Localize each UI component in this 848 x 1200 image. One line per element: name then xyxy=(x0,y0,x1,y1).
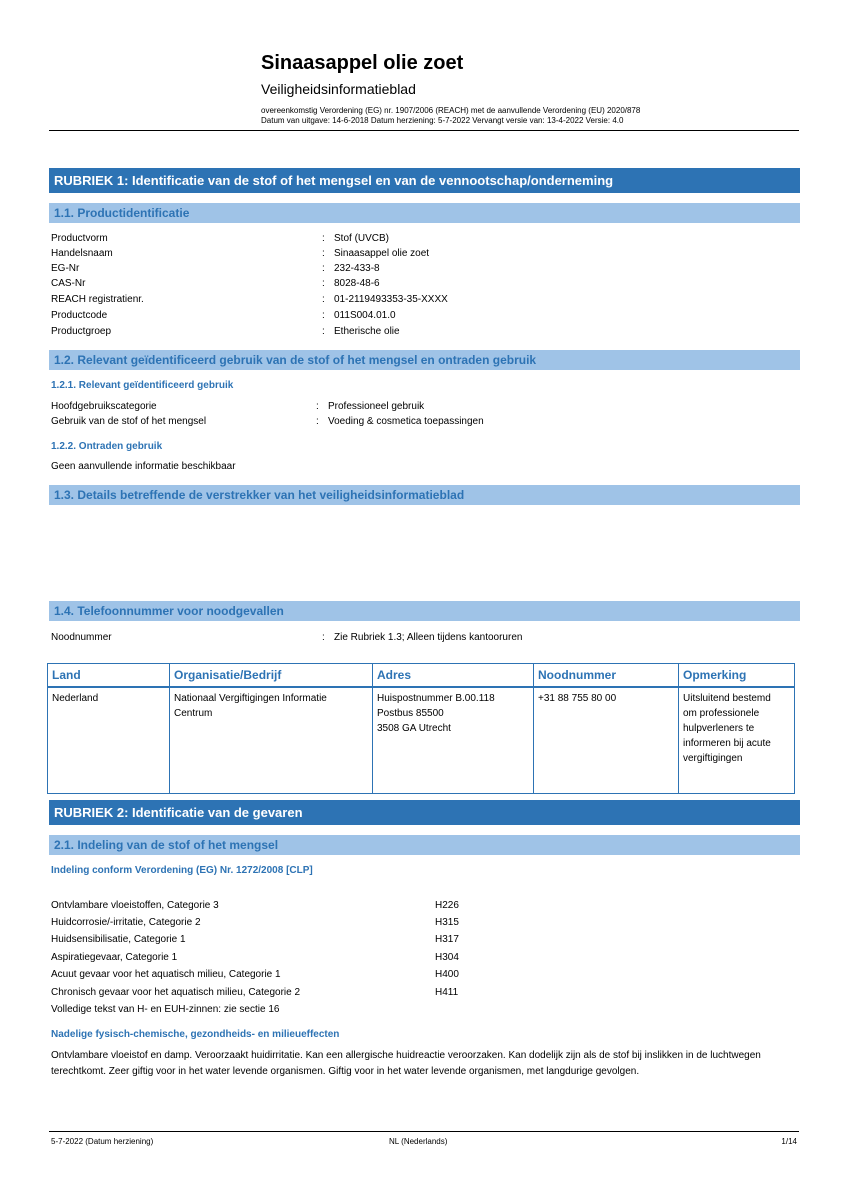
hazard-code: H411 xyxy=(435,987,459,998)
kv-row: EG-Nr : 232-433-8 xyxy=(51,263,380,274)
cell-adres: Huispostnummer B.00.118 Postbus 85500 3508 GA Utrecht xyxy=(373,687,534,794)
kv-row: Noodnummer : Zie Rubriek 1.3; Alleen tijdens kantooruren xyxy=(51,632,523,643)
kv-row: REACH registratienr. : 01-2119493353-35-XXXX xyxy=(51,294,448,305)
kv-value: Professioneel gebruik xyxy=(328,401,425,412)
kv-row: Productgroep : Etherische olie xyxy=(51,326,400,337)
kv-row: Productcode : 011S004.01.0 xyxy=(51,310,396,321)
hazard-code: H315 xyxy=(435,917,459,928)
section-1-2-1-title: 1.2.1. Relevant geïdentificeerd gebruik xyxy=(51,380,234,391)
section-1-4-header: 1.4. Telefoonnummer voor noodgevallen xyxy=(49,601,800,621)
footer-divider xyxy=(49,1131,799,1132)
kv-value: Stof (UVCB) xyxy=(334,233,390,244)
effects-paragraph: Ontvlambare vloeistof en damp. Veroorzaakt huidirritatie. Kan een allergische huidreactie veroorzaken. Kan dodelijk zijn als de stof bij inslikken in de luchtwegen terechtkomt. Zeer giftig voor in het water levende organismen. Giftig voor in het water levende organismen, met langdurige gevolgen. xyxy=(51,1050,761,1077)
hazard-text: Huidcorrosie/-irritatie, Categorie 2 xyxy=(51,917,201,928)
hazard-code: H317 xyxy=(435,934,459,945)
rubriek-1-header: RUBRIEK 1: Identificatie van de stof of het mengsel en van de vennootschap/onderneming xyxy=(49,168,800,193)
footer-revision-date: 5-7-2022 (Datum herziening) xyxy=(51,1137,154,1146)
kv-value: Voeding & cosmetica toepassingen xyxy=(328,416,484,427)
hazard-text: Ontvlambare vloeistoffen, Categorie 3 xyxy=(51,900,219,911)
hazard-row xyxy=(51,985,551,1000)
kv-row: Productvorm : Stof (UVCB) xyxy=(51,233,390,244)
header-divider xyxy=(49,130,799,131)
kv-value: Sinaasappel olie zoet xyxy=(334,248,430,259)
section-1-2-header: 1.2. Relevant geïdentificeerd gebruik van de stof of het mengsel en ontraden gebruik xyxy=(49,350,800,370)
section-1-1-header: 1.1. Productidentificatie xyxy=(49,203,800,223)
hazard-text: Acuut gevaar voor het aquatisch milieu, Categorie 1 xyxy=(51,969,281,980)
ontraden-gebruik-text: Geen aanvullende informatie beschikbaar xyxy=(51,461,236,472)
column-header-noodnummer: Noodnummer xyxy=(534,664,679,688)
cell-opmerking: Uitsluitend bestemd om professionele hulpverleners te informeren bij acute vergiftigingen xyxy=(679,687,795,794)
kv-key: REACH registratienr. xyxy=(51,294,144,305)
section-1-2-2-title: 1.2.2. Ontraden gebruik xyxy=(51,441,163,452)
kv-key: Productvorm xyxy=(51,233,108,244)
footer-page-number: 1/14 xyxy=(781,1137,797,1146)
kv-row: CAS-Nr : 8028-48-6 xyxy=(51,278,380,289)
cell-land: Nederland xyxy=(48,687,170,794)
column-header-opmerking: Opmerking xyxy=(679,664,795,688)
kv-key: Handelsnaam xyxy=(51,248,113,259)
document-dates: Datum van uitgave: 14-6-2018 Datum herziening: 5-7-2022 Vervangt versie van: 13-4-2022 Versie: 4.0 xyxy=(261,116,624,125)
kv-key: CAS-Nr xyxy=(51,278,86,289)
hazard-row xyxy=(51,932,551,947)
cell-noodnummer: +31 88 755 80 00 xyxy=(534,687,679,794)
kv-value: Etherische olie xyxy=(334,326,400,337)
column-header-adres: Adres xyxy=(373,664,534,688)
kv-value: 8028-48-6 xyxy=(334,278,380,289)
kv-value: 232-433-8 xyxy=(334,263,380,274)
hazard-row xyxy=(51,950,551,965)
effects-title: Nadelige fysisch-chemische, gezondheids- en milieueffecten xyxy=(51,1029,340,1040)
kv-row: Hoofdgebruikscategorie : Professioneel gebruik xyxy=(51,401,425,412)
regulation-line: overeenkomstig Verordening (EG) nr. 1907/2006 (REACH) met de aanvullende Verordening (EU) 2020/878 xyxy=(261,106,641,115)
hazard-text: Huidsensibilisatie, Categorie 1 xyxy=(51,934,186,945)
kv-key: Noodnummer xyxy=(51,632,112,643)
rubriek-2-header: RUBRIEK 2: Identificatie van de gevaren xyxy=(49,800,800,825)
table-row xyxy=(48,687,795,794)
kv-key: Productgroep xyxy=(51,326,112,337)
table-header-row xyxy=(48,664,795,688)
document-title: Sinaasappel olie zoet xyxy=(261,52,464,74)
h-phrases-note: Volledige tekst van H- en EUH-zinnen: zie sectie 16 xyxy=(51,1004,280,1015)
column-header-land: Land xyxy=(48,664,170,688)
kv-value: Zie Rubriek 1.3; Alleen tijdens kantooruren xyxy=(334,632,523,643)
clp-classification-title: Indeling conform Verordening (EG) Nr. 1272/2008 [CLP] xyxy=(51,865,313,876)
section-1-3-header: 1.3. Details betreffende de verstrekker van het veiligheidsinformatieblad xyxy=(49,485,800,505)
kv-value: 011S004.01.0 xyxy=(334,310,396,321)
hazard-code: H400 xyxy=(435,969,459,980)
kv-key: EG-Nr xyxy=(51,263,80,274)
hazard-code: H226 xyxy=(435,900,459,911)
column-header-organisatie: Organisatie/Bedrijf xyxy=(170,664,373,688)
kv-value: 01-2119493353-35-XXXX xyxy=(334,294,448,305)
hazard-code: H304 xyxy=(435,952,459,963)
kv-key: Hoofdgebruikscategorie xyxy=(51,401,157,412)
document-subtitle: Veiligheidsinformatieblad xyxy=(261,81,416,97)
hazard-row xyxy=(51,915,551,930)
hazard-row xyxy=(51,967,551,982)
emergency-contacts-table xyxy=(47,663,795,794)
kv-row: Gebruik van de stof of het mengsel : Voeding & cosmetica toepassingen xyxy=(51,416,484,427)
cell-organisatie: Nationaal Vergiftigingen Informatie Centrum xyxy=(170,687,373,794)
hazard-text: Aspiratiegevaar, Categorie 1 xyxy=(51,952,178,963)
kv-key: Gebruik van de stof of het mengsel xyxy=(51,416,207,427)
section-2-1-header: 2.1. Indeling van de stof of het mengsel xyxy=(49,835,800,855)
kv-key: Productcode xyxy=(51,310,108,321)
footer-language: NL (Nederlands) xyxy=(389,1137,448,1146)
hazard-row xyxy=(51,898,551,913)
hazard-text: Chronisch gevaar voor het aquatisch milieu, Categorie 2 xyxy=(51,987,301,998)
kv-row: Handelsnaam : Sinaasappel olie zoet xyxy=(51,248,430,259)
